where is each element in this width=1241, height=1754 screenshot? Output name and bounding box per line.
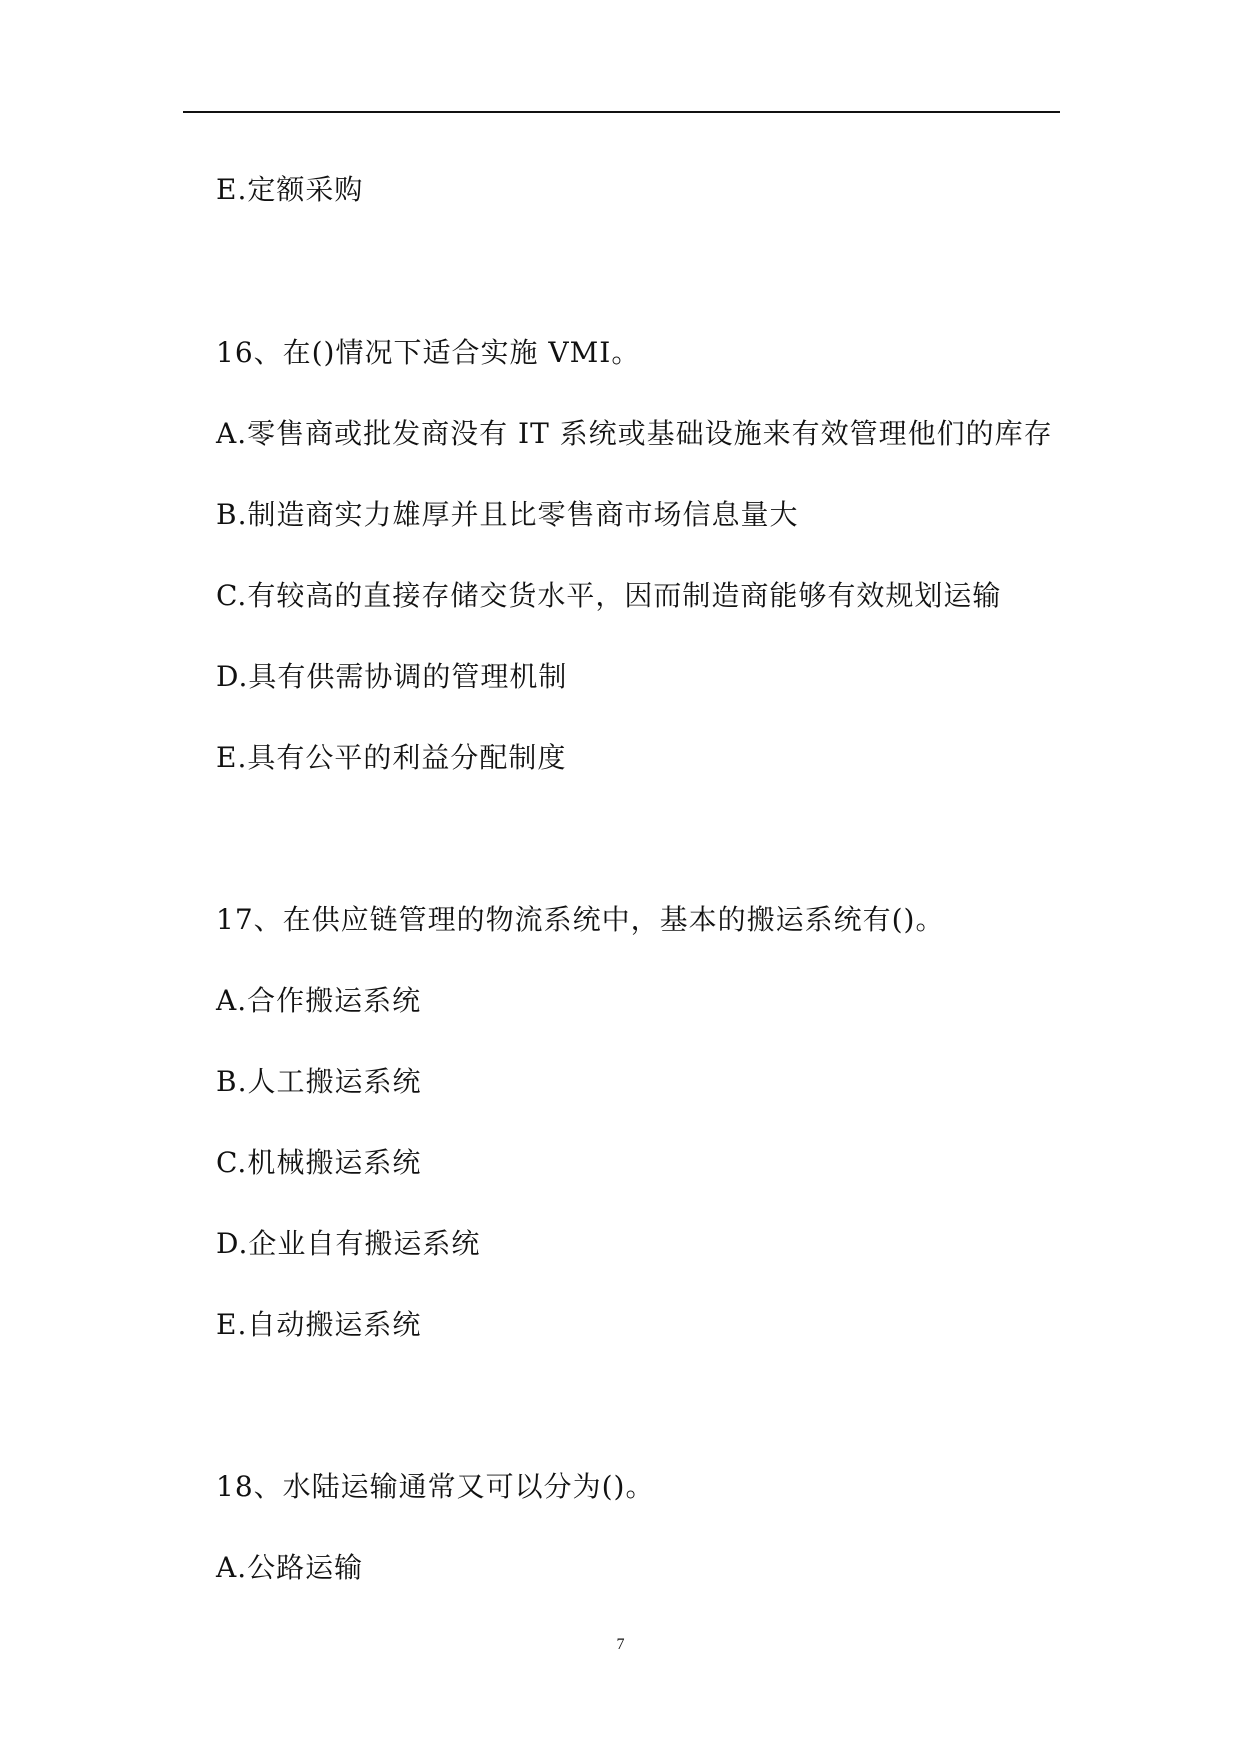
q16-option-b: B.制造商实力雄厚并且比零售商市场信息量大 [216, 498, 799, 531]
q16-option-c: C.有较高的直接存储交货水平，因而制造商能够有效规划运输 [216, 579, 1002, 612]
q16-option-e: E.具有公平的利益分配制度 [216, 741, 567, 774]
q17-option-b: B.人工搬运系统 [216, 1065, 422, 1098]
q17-option-d: D.企业自有搬运系统 [216, 1227, 481, 1260]
q15-option-e: E.定额采购 [216, 173, 364, 206]
q17-stem: 17、在供应链管理的物流系统中，基本的搬运系统有()。 [216, 903, 945, 936]
q18-option-a: A.公路运输 [216, 1551, 364, 1584]
header-rule [183, 111, 1060, 113]
q17-option-c: C.机械搬运系统 [216, 1146, 422, 1179]
q16-option-d: D.具有供需协调的管理机制 [216, 660, 568, 693]
q16-stem: 16、在()情况下适合实施 VMI。 [216, 336, 641, 369]
q17-option-a: A.合作搬运系统 [216, 984, 422, 1017]
q16-option-a: A.零售商或批发商没有 IT 系统或基础设施来有效管理他们的库存 [216, 417, 1053, 450]
q17-option-e: E.自动搬运系统 [216, 1308, 422, 1341]
q18-stem: 18、水陆运输通常又可以分为()。 [216, 1470, 655, 1503]
page-number: 7 [616, 1636, 625, 1653]
